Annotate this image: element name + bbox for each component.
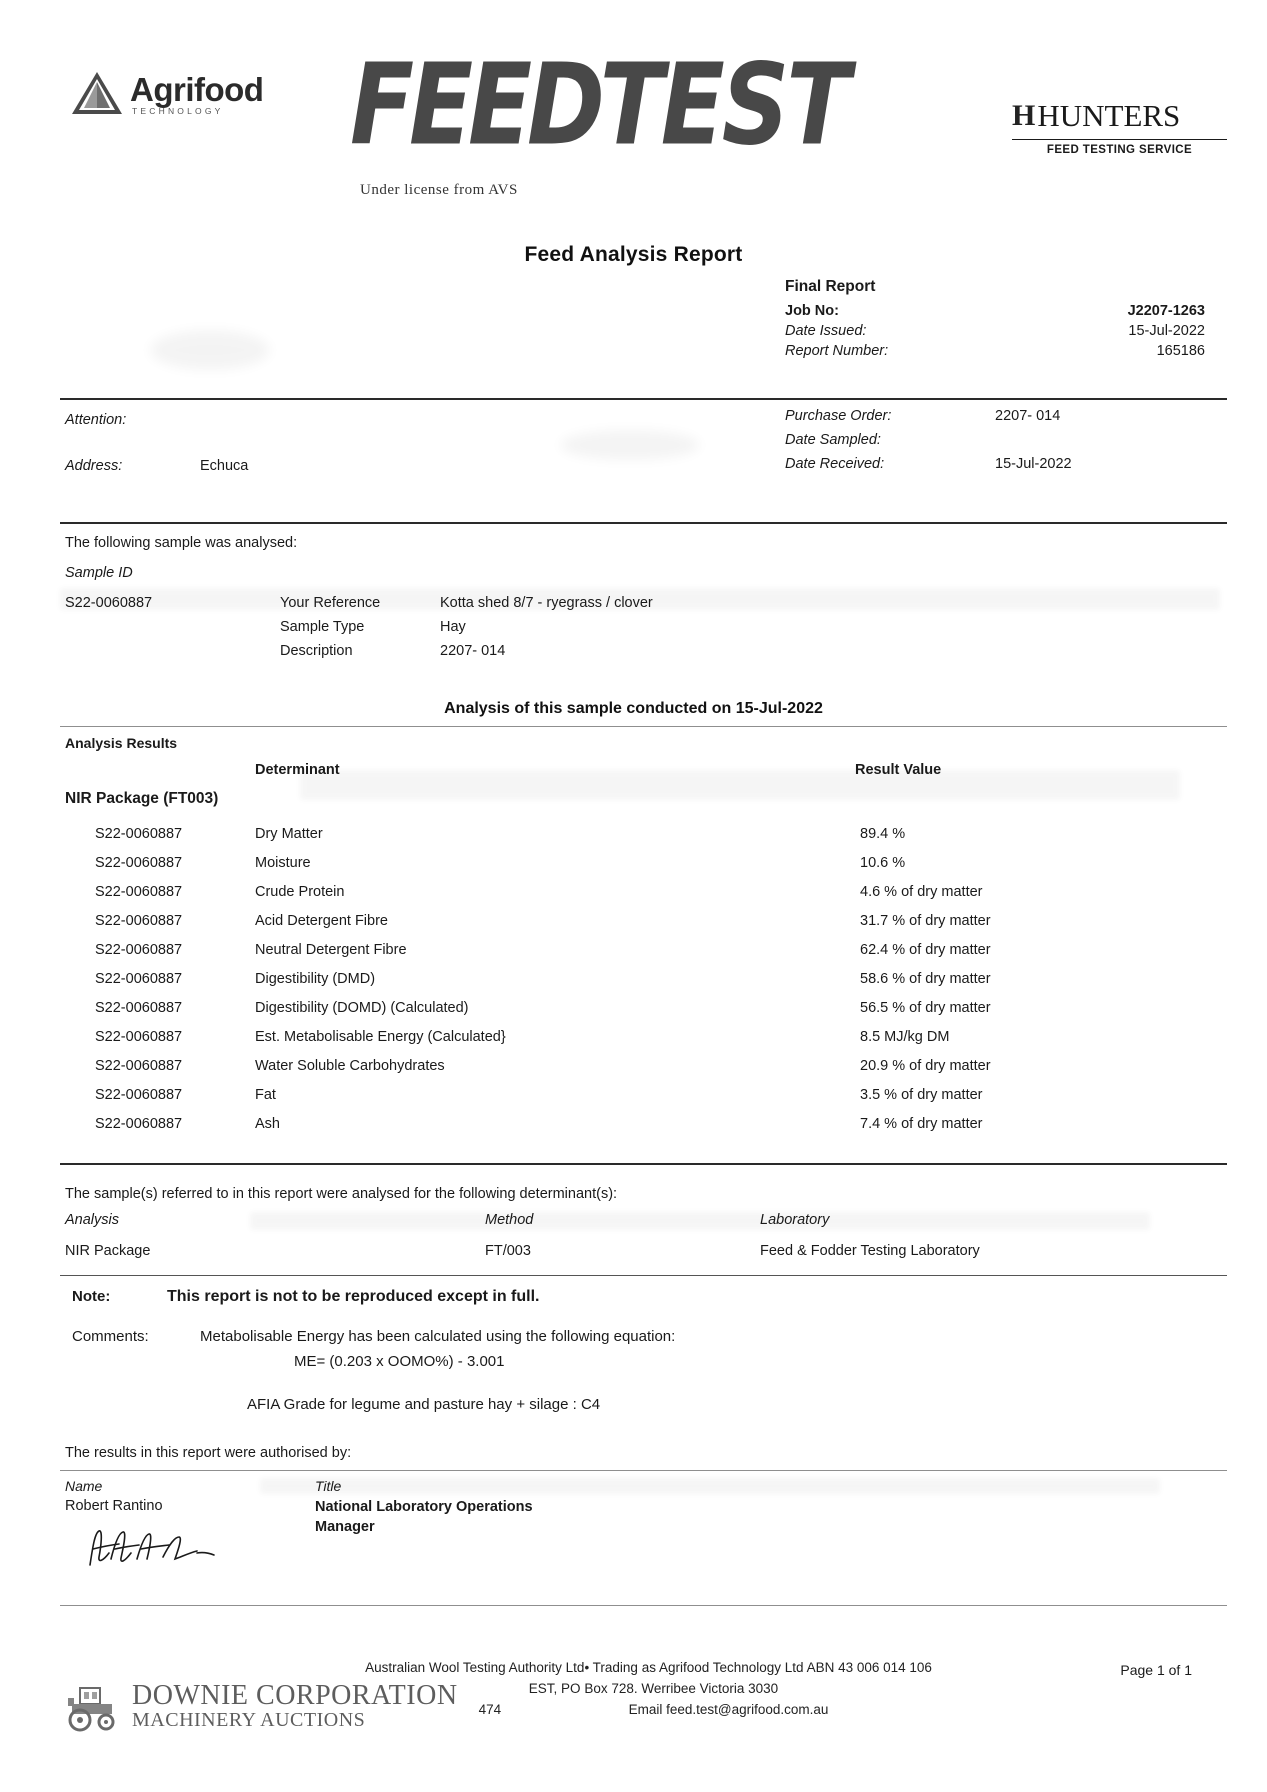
results-table-header	[65, 762, 1227, 778]
attention-label: Attention:	[65, 412, 127, 428]
row-sample-id: S22-0060887	[95, 913, 183, 929]
hunters-name: HUNTERS	[1037, 98, 1181, 133]
date-received-row	[785, 456, 1205, 472]
row-determinant: Dry Matter	[255, 826, 323, 842]
scan-band	[260, 1478, 1160, 1494]
agrifood-tagline: TECHNOLOGY	[132, 105, 224, 116]
attention-row	[65, 412, 765, 428]
column-header-result-value: Result Value	[855, 762, 942, 778]
row-value: 3.5 % of dry matter	[860, 1087, 983, 1103]
field-name: Sample Type	[280, 619, 365, 635]
table-row	[95, 942, 1227, 971]
purchase-order-label: Purchase Order:	[785, 408, 892, 424]
determinant-analysis: NIR Package	[65, 1243, 151, 1259]
row-sample-id: S22-0060887	[95, 1000, 183, 1016]
date-sampled-label: Date Sampled:	[785, 432, 881, 448]
row-value: 10.6 %	[860, 855, 906, 871]
field-name: Description	[280, 643, 353, 659]
sample-fields	[280, 595, 653, 667]
table-row	[95, 1116, 1227, 1145]
comments-label: Comments:	[72, 1328, 149, 1345]
sample-field-row	[280, 595, 653, 611]
row-sample-id: S22-0060887	[95, 1087, 183, 1103]
results-table-body	[95, 826, 1227, 1145]
row-value: 58.6 % of dry matter	[860, 971, 991, 987]
authoriser-title-line1: National Laboratory Operations	[315, 1499, 533, 1515]
divider-note-top	[60, 1275, 1227, 1276]
analysis-conducted-text: Analysis of this sample conducted on 15-Jul-2022	[444, 700, 823, 717]
feedtest-word-feed: FEED	[350, 39, 600, 171]
job-no-value: J2207-1263	[1127, 303, 1205, 319]
row-determinant: Digestibility (DOMD) (Calculated)	[255, 1000, 469, 1016]
comments-line1: Metabolisable Energy has been calculated using the following equation:	[200, 1328, 676, 1345]
authoriser-name: Robert Rantino	[65, 1498, 163, 1514]
row-value: 8.5 MJ/kg DM	[860, 1029, 950, 1045]
client-block	[65, 412, 765, 504]
feedtest-word-test: TEST	[599, 39, 848, 171]
comments-block	[72, 1328, 1227, 1413]
field-value: 2207- 014	[440, 643, 506, 659]
authorisation-intro: The results in this report were authorised by:	[65, 1445, 352, 1461]
nir-package-label: NIR Package (FT003)	[65, 790, 219, 807]
date-sampled-value	[995, 432, 1205, 448]
sample-field-row	[280, 643, 653, 659]
job-no-label: Job No:	[785, 303, 839, 319]
sample-intro: The following sample was analysed:	[65, 535, 298, 551]
report-number-value: 165186	[1156, 343, 1205, 359]
note-text: This report is not to be reproduced except in full.	[167, 1288, 540, 1305]
page-number: Page 1 of 1	[1120, 1662, 1192, 1678]
signature-image	[85, 1525, 255, 1570]
hunters-tagline: FEED TESTING SERVICE	[1012, 139, 1227, 156]
table-row	[95, 1000, 1227, 1029]
sample-field-row	[280, 619, 653, 635]
order-block	[785, 408, 1205, 480]
report-number-row	[785, 343, 1205, 359]
table-row	[95, 913, 1227, 942]
date-received-value: 15-Jul-2022	[995, 456, 1072, 472]
divider-results-top	[60, 726, 1227, 727]
footer-email: Email feed.test@agrifood.com.au	[628, 1702, 829, 1717]
authorisation-table-header	[65, 1478, 341, 1494]
agrifood-mark-icon	[70, 70, 124, 118]
row-value: 20.9 % of dry matter	[860, 1058, 991, 1074]
row-sample-id: S22-0060887	[95, 942, 183, 958]
purchase-order-value: 2207- 014	[995, 408, 1061, 424]
tractor-icon	[62, 1680, 124, 1732]
table-row	[95, 971, 1227, 1000]
column-header-determinant: Determinant	[255, 762, 340, 778]
sample-block	[65, 535, 1227, 667]
date-received-label: Date Received:	[785, 456, 885, 472]
report-number-label: Report Number:	[785, 343, 889, 359]
date-issued-row	[785, 323, 1205, 339]
authoriser-title-line2: Manager	[315, 1518, 375, 1535]
final-report-block	[785, 278, 1205, 363]
row-value: 89.4 %	[860, 826, 906, 842]
note-label: Note:	[72, 1288, 111, 1305]
determinants-table-header	[65, 1212, 1227, 1228]
row-determinant: Acid Detergent Fibre	[255, 913, 388, 929]
sample-id-label: Sample ID	[65, 565, 133, 581]
watermark-line-1: DOWNIE CORPORATION	[132, 1679, 458, 1711]
footer-line-2: EST, PO Box 728. Werribee Victoria 3030	[528, 1681, 779, 1696]
table-row	[95, 1087, 1227, 1116]
footer-phone-fragment: 474	[478, 1702, 502, 1717]
table-row	[95, 826, 1227, 855]
date-issued-value: 15-Jul-2022	[1128, 323, 1205, 339]
address-value: Echuca	[200, 458, 249, 474]
column-header-method: Method	[485, 1212, 534, 1228]
address-row	[65, 458, 765, 474]
downie-corporation-watermark	[62, 1680, 458, 1732]
agrifood-name: Agrifood	[130, 70, 264, 108]
comments-afia-grade: AFIA Grade for legume and pasture hay + silage : C4	[247, 1396, 601, 1413]
row-determinant: Digestibility (DMD)	[255, 971, 376, 987]
feedtest-logo	[350, 39, 910, 171]
divider-client-bottom	[60, 522, 1227, 524]
row-determinant: Moisture	[255, 855, 311, 871]
row-sample-id: S22-0060887	[95, 1029, 183, 1045]
table-row	[95, 855, 1227, 884]
table-row	[95, 1058, 1227, 1087]
determinant-laboratory: Feed & Fodder Testing Laboratory	[760, 1243, 980, 1259]
divider-auth-top	[60, 1470, 1227, 1471]
date-issued-label: Date Issued:	[785, 323, 867, 339]
analysis-results-title: Analysis Results	[65, 735, 178, 751]
column-header-name: Name	[65, 1478, 103, 1494]
row-sample-id: S22-0060887	[95, 855, 183, 871]
hunters-logo	[1012, 100, 1227, 156]
date-sampled-row	[785, 432, 1205, 448]
table-row	[95, 884, 1227, 913]
sample-id-value: S22-0060887	[65, 595, 153, 611]
final-report-heading: Final Report	[785, 278, 876, 295]
divider-footer-top	[60, 1605, 1227, 1606]
row-sample-id: S22-0060887	[95, 971, 183, 987]
row-determinant: Est. Metabolisable Energy (Calculated}	[255, 1029, 506, 1045]
purchase-order-row	[785, 408, 1205, 424]
determinants-intro: The sample(s) referred to in this report were analysed for the following determinant(s):	[65, 1186, 618, 1202]
field-value: Kotta shed 8/7 - ryegrass / clover	[440, 595, 653, 611]
under-license-text: Under license from AVS	[360, 182, 518, 198]
row-determinant: Fat	[255, 1087, 276, 1103]
divider-top	[60, 398, 1227, 400]
determinants-table-row	[65, 1243, 1227, 1259]
column-header-title: Title	[315, 1478, 342, 1494]
job-no-row	[785, 303, 1205, 319]
row-value: 4.6 % of dry matter	[860, 884, 983, 900]
comments-equation: ME= (0.203 x OOMO%) - 3.001	[294, 1353, 505, 1370]
scan-smudge	[150, 330, 270, 370]
column-header-analysis: Analysis	[65, 1212, 119, 1228]
agrifood-logo	[70, 70, 263, 118]
page-title: Feed Analysis Report	[524, 243, 743, 266]
row-sample-id: S22-0060887	[95, 1116, 183, 1132]
hunters-h-mark: H	[1012, 99, 1036, 132]
row-value: 31.7 % of dry matter	[860, 913, 991, 929]
row-value: 62.4 % of dry matter	[860, 942, 991, 958]
note-block	[72, 1288, 539, 1306]
row-value: 7.4 % of dry matter	[860, 1116, 983, 1132]
column-header-laboratory: Laboratory	[760, 1212, 830, 1228]
divider-results-bottom	[60, 1163, 1227, 1165]
field-name: Your Reference	[280, 595, 381, 611]
field-value: Hay	[440, 619, 466, 635]
row-determinant: Water Soluble Carbohydrates	[255, 1058, 445, 1074]
row-sample-id: S22-0060887	[95, 1058, 183, 1074]
row-value: 56.5 % of dry matter	[860, 1000, 991, 1016]
row-determinant: Ash	[255, 1116, 280, 1132]
watermark-line-2: MACHINERY AUCTIONS	[132, 1709, 366, 1732]
row-sample-id: S22-0060887	[95, 884, 183, 900]
row-determinant: Neutral Detergent Fibre	[255, 942, 407, 958]
footer-line-1: Australian Wool Testing Authority Ltd• Trading as Agrifood Technology Ltd ABN 43 006 014 106	[365, 1660, 932, 1675]
report-header	[60, 39, 1227, 198]
address-label: Address:	[65, 458, 123, 474]
row-sample-id: S22-0060887	[95, 826, 183, 842]
determinant-method: FT/003	[485, 1243, 531, 1259]
table-row	[95, 1029, 1227, 1058]
row-determinant: Crude Protein	[255, 884, 345, 900]
